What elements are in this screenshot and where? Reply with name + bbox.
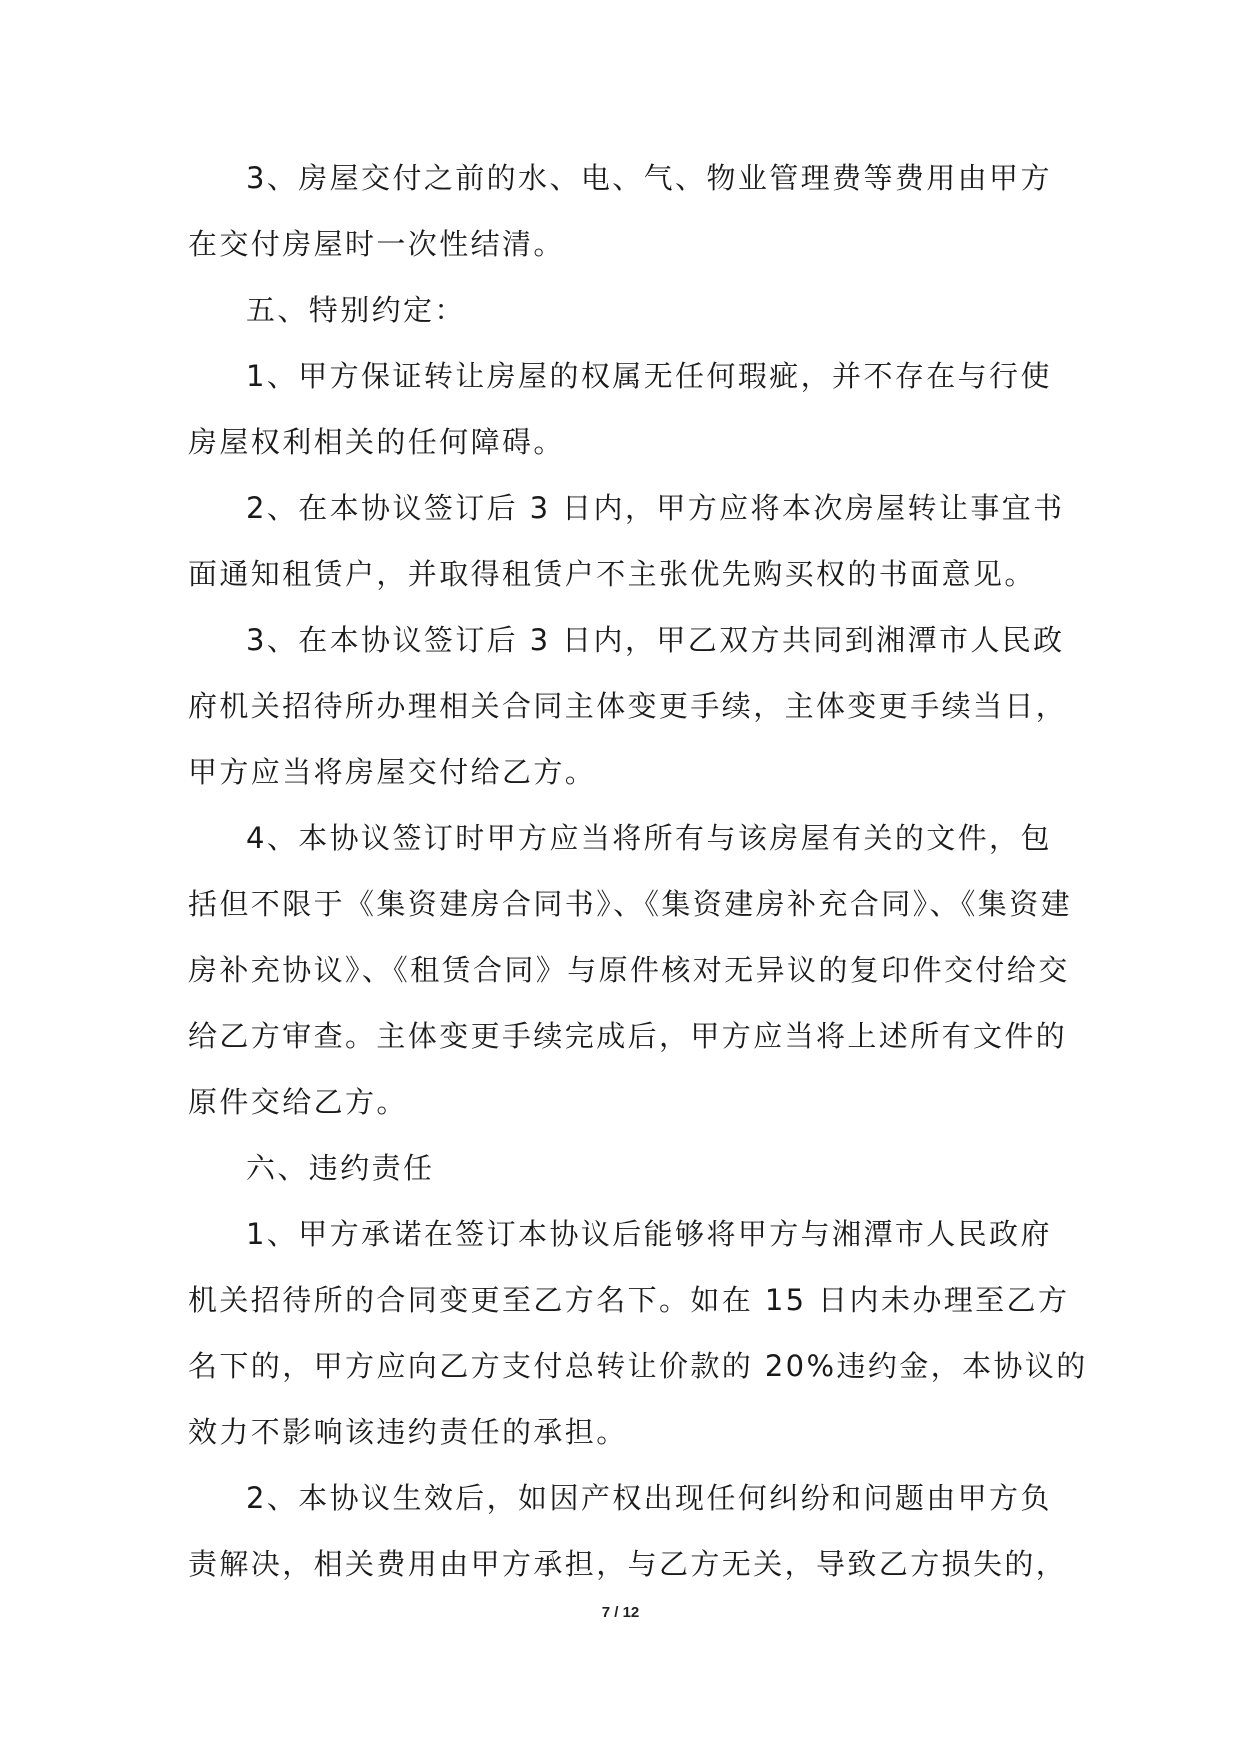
text-line: 2、在本协议签订后 3 日内，甲方应将本次房屋转让事宜书 bbox=[246, 491, 1065, 525]
section-heading-special-terms bbox=[188, 277, 1058, 343]
document-body bbox=[188, 145, 1088, 1597]
paragraph-special-3 bbox=[188, 607, 1068, 805]
paragraph-breach-1 bbox=[188, 1201, 1088, 1465]
text-line: 机关招待所的合同变更至乙方名下。如在 15 日内未办理至乙方 bbox=[188, 1283, 1070, 1317]
text-line: 房屋权利相关的任何障碍。 bbox=[188, 425, 565, 459]
section-heading: 五、特别约定： bbox=[246, 293, 466, 327]
text-line: 在交付房屋时一次性结清。 bbox=[188, 227, 565, 261]
text-line: 责解决，相关费用由甲方承担，与乙方无关，导致乙方损失的， bbox=[188, 1547, 1068, 1581]
text-line: 原件交给乙方。 bbox=[188, 1085, 408, 1119]
text-line: 甲方应当将房屋交付给乙方。 bbox=[188, 755, 597, 789]
text-line: 4、本协议签订时甲方应当将所有与该房屋有关的文件，包 bbox=[246, 821, 1052, 855]
text-line: 1、甲方承诺在签订本协议后能够将甲方与湘潭市人民政府 bbox=[246, 1217, 1052, 1251]
text-line: 给乙方审查。主体变更手续完成后，甲方应当将上述所有文件的 bbox=[188, 1019, 1068, 1053]
text-line: 1、甲方保证转让房屋的权属无任何瑕疵，并不存在与行使 bbox=[246, 359, 1052, 393]
paragraph-item3-utilities bbox=[188, 145, 1058, 277]
paragraph-special-1 bbox=[188, 343, 1058, 475]
page-number: 7 / 12 bbox=[601, 1604, 640, 1621]
text-line: 3、在本协议签订后 3 日内，甲乙双方共同到湘潭市人民政 bbox=[246, 623, 1065, 657]
paragraph-special-2 bbox=[188, 475, 1065, 607]
text-line: 府机关招待所办理相关合同主体变更手续，主体变更手续当日， bbox=[188, 689, 1068, 723]
text-line: 括但不限于《集资建房合同书》、《集资建房补充合同》、《集资建 bbox=[188, 887, 1073, 921]
section-heading: 六、违约责任 bbox=[246, 1151, 435, 1185]
text-line: 2、本协议生效后，如因产权出现任何纠纷和问题由甲方负 bbox=[246, 1481, 1052, 1515]
text-line: 房补充协议》、《租赁合同》与原件核对无异议的复印件交付给交 bbox=[188, 953, 1070, 987]
text-line: 效力不影响该违约责任的承担。 bbox=[188, 1415, 628, 1449]
text-line: 面通知租赁户，并取得租赁户不主张优先购买权的书面意见。 bbox=[188, 557, 1036, 591]
paragraph-breach-2 bbox=[188, 1465, 1068, 1597]
paragraph-special-4 bbox=[188, 805, 1073, 1135]
text-line: 名下的，甲方应向乙方支付总转让价款的 20%违约金，本协议的 bbox=[188, 1349, 1088, 1383]
section-heading-breach bbox=[188, 1135, 1058, 1201]
text-line: 3、房屋交付之前的水、电、气、物业管理费等费用由甲方 bbox=[246, 161, 1052, 195]
